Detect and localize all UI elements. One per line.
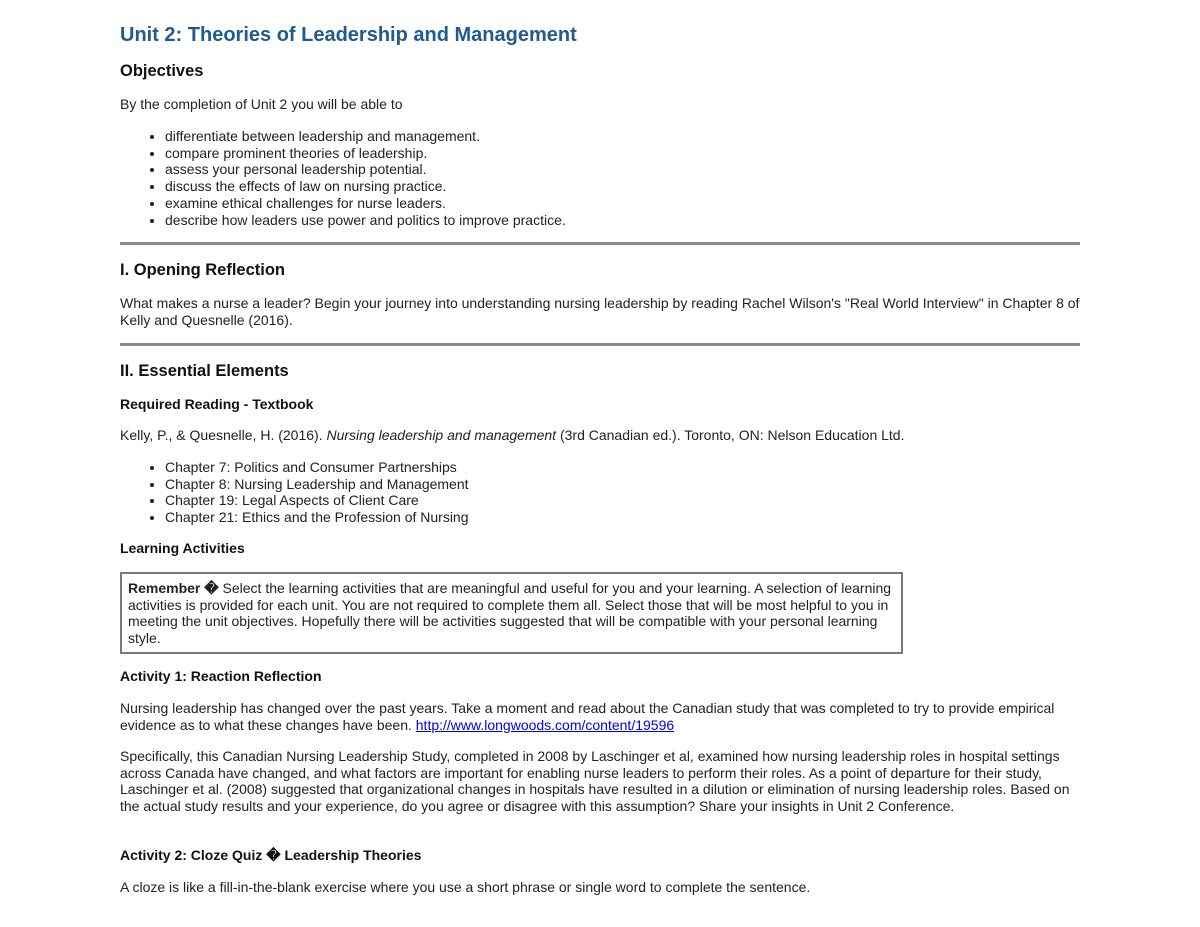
section-divider — [120, 242, 1080, 245]
activity1-para2: Specifically, this Canadian Nursing Leadership Study, completed in 2008 by Laschinger et al, examined how nursing leadership roles in hospital settings across Canada have changed, and what factors are important for enabling nurse leaders to perform their roles. As a point of departure for their study, Laschinger et al. (2008) suggested that organizational changes in hospitals have resulted in a dilution or elimination of nursing leadership roles. Based on the actual study results and your experience, do you agree or disagree with this assumption? Share your insights in Unit 2 Conference. — [120, 748, 1070, 814]
activity1-heading: Activity 1: Reaction Reflection — [120, 668, 322, 684]
list-item: • examine ethical challenges for nurse leaders. — [165, 195, 1080, 212]
list-item: • Chapter 8: Nursing Leadership and Management — [165, 476, 1080, 493]
objectives-heading: Objectives — [120, 62, 204, 80]
section-divider — [120, 343, 1080, 346]
list-item: • describe how leaders use power and politics to improve practice. — [165, 212, 1080, 229]
list-item: • differentiate between leadership and management. — [165, 128, 1080, 145]
page-title: Unit 2: Theories of Leadership and Management — [120, 24, 577, 46]
list-item: • Chapter 7: Politics and Consumer Partnerships — [165, 459, 1080, 476]
citation-publisher: (3rd Canadian ed.). Toronto, ON: Nelson Education Ltd. — [556, 427, 905, 443]
chapters-list — [120, 459, 1080, 526]
activity1-para1 — [120, 700, 1080, 733]
remember-text: Select the learning activities that are meaningful and useful for you and your learning. A selection of learning activities is provided for each unit. You are not required to complete them all. Select those that will be most helpful to you in meeting the unit objectives. Hopefully there will be activities suggested that will be compatible with your personal learning style. — [128, 580, 892, 646]
opening-text: What makes a nurse a leader? Begin your journey into understanding nursing leadership by reading Rachel Wilson's "Real World Interview" in Chapter 8 of Kelly and Quesnelle (2016). — [120, 295, 1080, 328]
list-item: • Chapter 19: Legal Aspects of Client Care — [165, 492, 1080, 509]
reading-heading: Required Reading - Textbook — [120, 396, 314, 412]
remember-label: Remember � — [128, 580, 219, 596]
study-link[interactable]: http://www.longwoods.com/content/19596 — [415, 716, 675, 733]
objectives-intro: By the completion of Unit 2 you will be able to — [120, 96, 403, 112]
activity2-text: A cloze is like a fill-in-the-blank exercise where you use a short phrase or single word to complete the sentence. — [120, 879, 811, 895]
activity1-intro: Nursing leadership has changed over the past years. Take a moment and read about the Canadian study that was completed to try to provide empirical evidence as to what these changes have been. — [120, 700, 1055, 733]
activity2-heading: Activity 2: Cloze Quiz � Leadership Theories — [120, 847, 422, 863]
textbook-citation — [120, 427, 1080, 444]
list-item: • discuss the effects of law on nursing practice. — [165, 178, 1080, 195]
remember-box — [120, 572, 903, 654]
citation-title: Nursing leadership and management — [326, 427, 557, 443]
list-item: • compare prominent theories of leadership. — [165, 145, 1080, 162]
list-item: • assess your personal leadership potential. — [165, 161, 1080, 178]
citation-authors: Kelly, P., & Quesnelle, H. (2016). — [120, 427, 327, 443]
opening-heading: I. Opening Reflection — [120, 261, 286, 279]
activities-heading: Learning Activities — [120, 540, 245, 556]
list-item: • Chapter 21: Ethics and the Profession of Nursing — [165, 509, 1080, 526]
essential-heading: II. Essential Elements — [120, 362, 289, 380]
objectives-list — [120, 128, 1080, 228]
